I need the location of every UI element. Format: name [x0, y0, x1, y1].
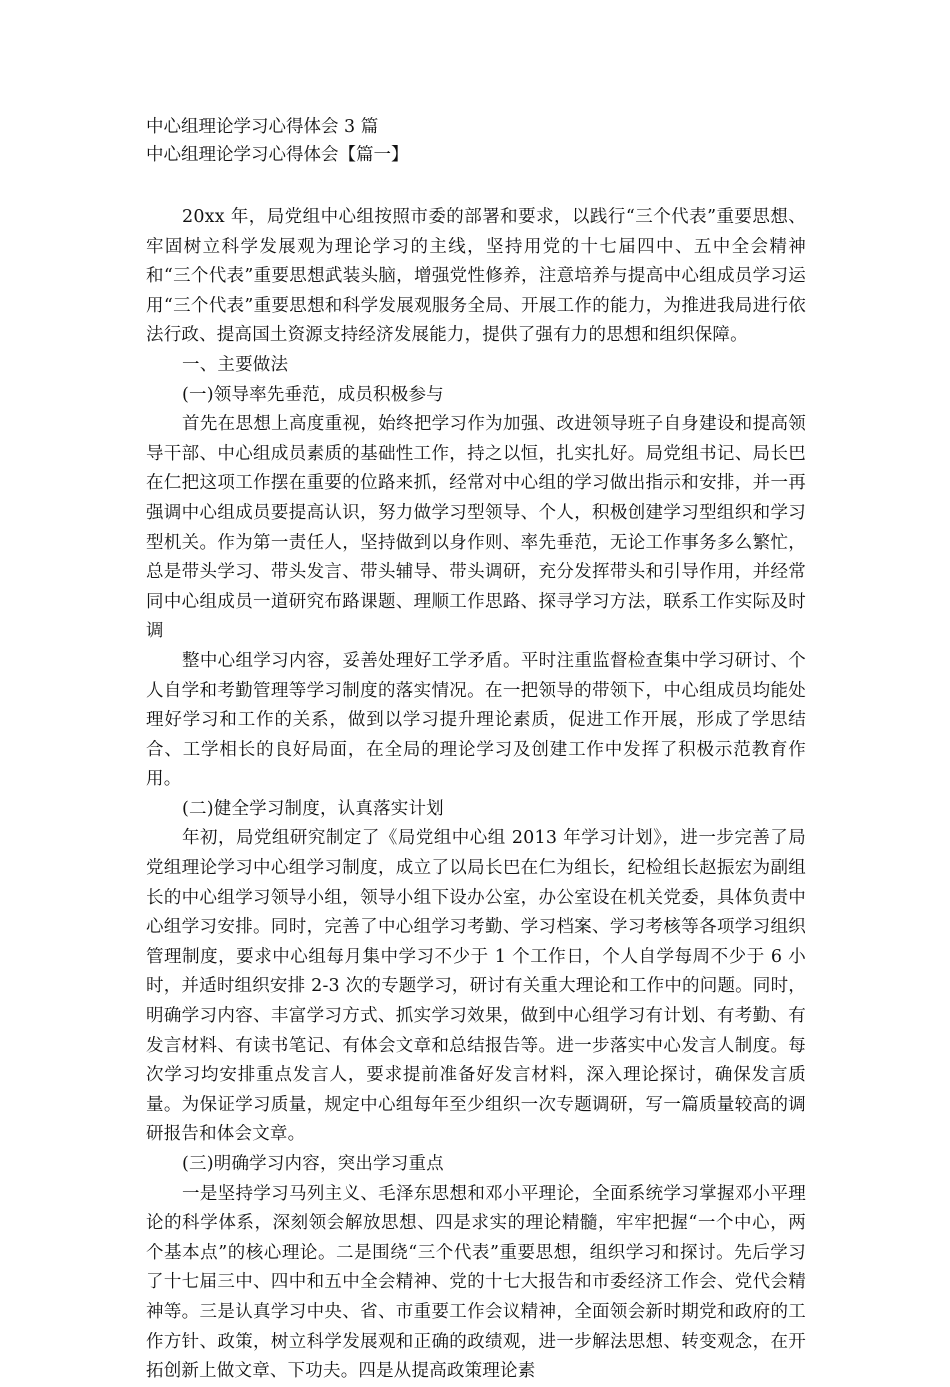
- paragraph-adjust-content: 整中心组学习内容，妥善处理好工学矛盾。平时注重监督检查集中学习研讨、个人自学和考勤管理等学习制度的落实情况。在一把领导的带领下，中心组成员均能处理好学习和工作的关系，做到以学习提升理论素质，促进工作开展，形成了学思结合、工学相长的良好局面，在全局的理论学习及创建工作中发挥了积极示范教育作用。: [146, 650, 806, 790]
- subsection-heading-1: (一)领导率先垂范，成员积极参与: [182, 384, 444, 405]
- subsection-heading-2: (二)健全学习制度，认真落实计划: [182, 798, 444, 819]
- subsection-heading-3: (三)明确学习内容，突出学习重点: [182, 1154, 444, 1174]
- paragraph-study-content: 一是坚持学习马列主义、毛泽东思想和邓小平理论，全面系统学习掌握邓小平理论的科学体系，深刻领会解放思想、四是求实的理论精髓，牢牢把握“一个中心，两个基本点”的核心理论。二是围绕“三个代表”重要思想，组织学习和探讨。先后学习了十七届三中、四中和五中全会精神、党的十七大报告和市委经济工作会、党代会精神等。三是认真学习中央、省、市重要工作会议精神，全面领会新时期党和政府的工作方针、政策，树立科学发展观和正确的政绩观，进一步解法思想、转变观念，在开拓创新上做文章、下功夫。四是从提高政策理论素: [146, 1183, 806, 1382]
- section-heading-main-practices: 一、主要做法: [182, 354, 289, 375]
- blank-line: [146, 169, 806, 203]
- document-title: 中心组理论学习心得体会 3 篇: [146, 117, 379, 137]
- paragraph-intro: 20xx 年，局党组中心组按照市委的部署和要求，以践行“三个代表”重要思想、牢固树立科学发展观为理论学习的主线，坚持用党的十七届四中、五中全会精神和“三个代表”重要思想武装头脑，增强党性修养，注意培养与提高中心组成员学习运用“三个代表”重要思想和科学发展观服务全局、开展工作的能力，为推进我局进行依法行政、提高国土资源支持经济发展能力，提供了强有力的思想和组织保障。: [146, 207, 806, 346]
- document-body: [146, 113, 806, 1387]
- paragraph-leadership: 首先在思想上高度重视，始终把学习作为加强、改进领导班子自身建设和提高领导干部、中心组成员素质的基础性工作，持之以恒，扎实扎好。局党组书记、局长巴在仁把这项工作摆在重要的位路来抓，经常对中心组的学习做出指示和安排，并一再强调中心组成员要提高认识，努力做学习型领导、个人，积极创建学习型组织和学习型机关。作为第一责任人，坚持做到以身作则、率先垂范，无论工作事务多么繁忙，总是带头学习、带头发言、带头辅导、带头调研，充分发挥带头和引导作用，并经常同中心组成员一道研究布路课题、理顺工作思路、探寻学习方法，联系工作实际及时调: [146, 414, 806, 642]
- paragraph-study-system: 年初，局党组研究制定了《局党组中心组 2013 年学习计划》，进一步完善了局党组理论学习中心组学习制度，成立了以局长巴在仁为组长，纪检组长赵振宏为副组长的中心组学习领导小组，领导小组下设办公室，办公室设在机关党委，具体负责中心组学习安排。同时，完善了中心组学习考勤、学习档案、学习考核等各项学习组织管理制度，要求中心组每月集中学习不少于 1 个工作日，个人自学每周不少于 6 小时，并适时组织安排 2-3 次的专题学习，研讨有关重大理论和工作中的问题。同时，明确学习内容、丰富学习方式、抓实学习效果，做到中心组学习有计划、有考勤、有发言材料、有读书笔记、有体会文章和总结报告等。进一步落实中心发言人制度。每次学习均安排重点发言人，要求提前准备好发言材料，深入理论探讨，确保发言质量。为保证学习质量，规定中心组每年至少组织一次专题调研，写一篇质量较高的调研报告和体会文章。: [146, 828, 806, 1145]
- document-subtitle: 中心组理论学习心得体会【篇一】: [146, 145, 409, 165]
